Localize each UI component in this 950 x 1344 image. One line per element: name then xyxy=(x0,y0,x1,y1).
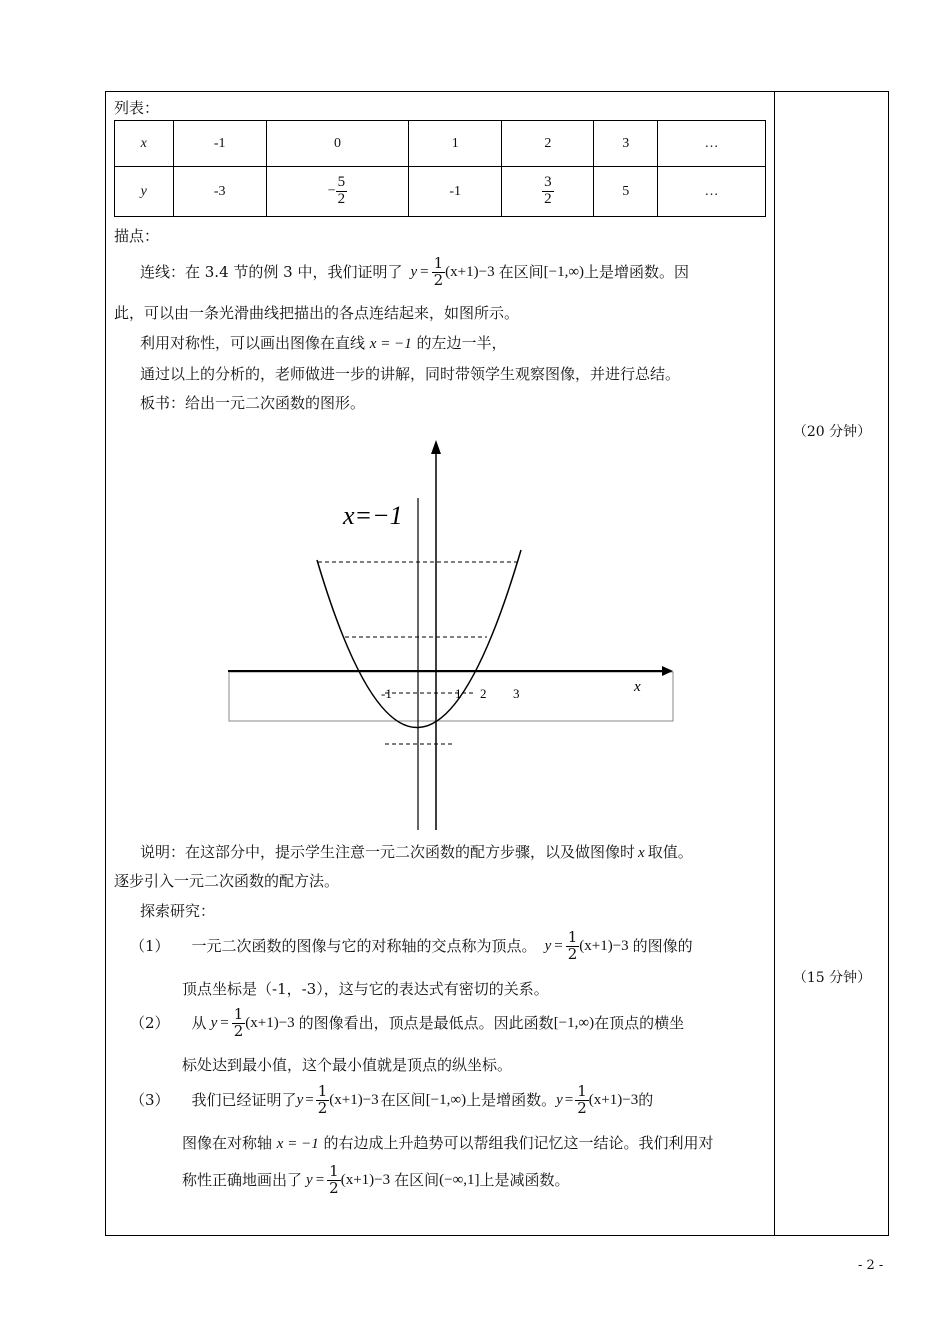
y-axis-arrow xyxy=(431,440,441,454)
paragraph-board: 板书：给出一元二次函数的图形。 xyxy=(140,394,366,412)
row-label-y: y xyxy=(115,167,174,217)
x-axis-label: x xyxy=(634,679,641,695)
parabola-graph xyxy=(225,438,680,833)
explore-item-2-cont: 标处达到最小值，这个最小值就是顶点的纵坐标。 xyxy=(182,1056,513,1074)
paragraph-analysis: 通过以上的分析的，老师做进一步的讲解，同时带领学生观察图像，并进行总结。 xyxy=(140,365,681,383)
explore-item-2: （2） 从 y = $\frac{1}{2}$ (x+1)−3 的图像看出，顶点是最低点。因此函数 [−1,∞) 在顶点的横坐 xyxy=(130,1004,685,1040)
table-cell: -3 xyxy=(173,167,266,217)
paragraph-symmetry: 利用对称性，可以画出图像在直线 x = −1 的左边一半， xyxy=(140,334,507,352)
parabola-curve xyxy=(317,550,521,728)
label-box xyxy=(229,672,673,721)
symmetry-line-label: x=−1 xyxy=(343,501,403,530)
plot-label: 描点： xyxy=(114,227,160,245)
tick-label: 3 xyxy=(513,686,520,701)
tick-label: -1 xyxy=(381,686,392,701)
page-number: - 2 - xyxy=(858,1258,884,1273)
explore-heading: 探索研究： xyxy=(140,902,216,920)
table-cell: -1 xyxy=(409,167,502,217)
explore-item-3-line3: 称性正确地画出了 y = $\frac{1}{2}$ (x+1)−3 在区间 (−∞,1] 上是减函数。 xyxy=(182,1161,570,1197)
value-table xyxy=(114,120,766,217)
row-label-x: x xyxy=(115,121,174,167)
time-note-2: （15 分钟） xyxy=(792,970,872,986)
table-heading: 列表： xyxy=(114,99,160,117)
table-cell: -1 xyxy=(173,121,266,167)
table-cell: 3 xyxy=(594,121,658,167)
time-note-1: （20 分钟） xyxy=(792,424,872,440)
fraction: $\frac{3}{2}$ xyxy=(544,174,552,207)
explore-item-1-cont: 顶点坐标是（-1，-3），这与它的表达式有密切的关系。 xyxy=(182,980,549,998)
paragraph-note: 说明：在这部分中，提示学生注意一元二次函数的配方步骤，以及做图像时 x 取值。 xyxy=(140,843,693,861)
tick-label: 2 xyxy=(480,686,487,701)
column-divider xyxy=(774,91,775,1236)
explore-item-3-line2: 图像在对称轴 x = −1 的右边成上升趋势可以帮组我们记忆这一结论。我们利用对 xyxy=(182,1134,714,1152)
explore-item-3: （3） 我们已经证明了 y = $\frac{1}{2}$ (x+1)−3 在区间 [−1,∞) 上是增函数。 y = $\frac{1}{2}$ (x+1)−3 的 xyxy=(130,1081,654,1117)
table-cell: − $\frac{5}{2}$ xyxy=(266,167,408,217)
table-cell: 2 xyxy=(502,121,594,167)
explore-item-1: （1） 一元二次函数的图像与它的对称轴的交点称为顶点。 y = $\frac{1}{2}$ (x+1)−3 的图像的 xyxy=(130,927,693,963)
table-row-y xyxy=(115,167,766,217)
table-cell xyxy=(502,167,594,217)
table-cell: … xyxy=(657,121,765,167)
table-cell: 5 xyxy=(594,167,658,217)
table-cell: 0 xyxy=(266,121,408,167)
fraction: $\frac{5}{2}$ xyxy=(337,174,346,207)
paragraph-note-cont: 逐步引入一元二次函数的配方法。 xyxy=(114,872,340,890)
table-cell: … xyxy=(657,167,765,217)
tick-label: 1 xyxy=(455,686,462,701)
table-row-x xyxy=(115,121,766,167)
paragraph-connect-cont: 此，可以由一条光滑曲线把描出的各点连结起来，如图所示。 xyxy=(114,304,520,322)
paragraph-connect: 连线：在 3.4 节的例 3 中，我们证明了 y = $\frac{1}{2}$ (x+1)−3 在区间 [−1,∞) 上是增函数。因 xyxy=(140,253,690,289)
table-cell: 1 xyxy=(409,121,502,167)
x-axis-arrow xyxy=(662,666,673,676)
